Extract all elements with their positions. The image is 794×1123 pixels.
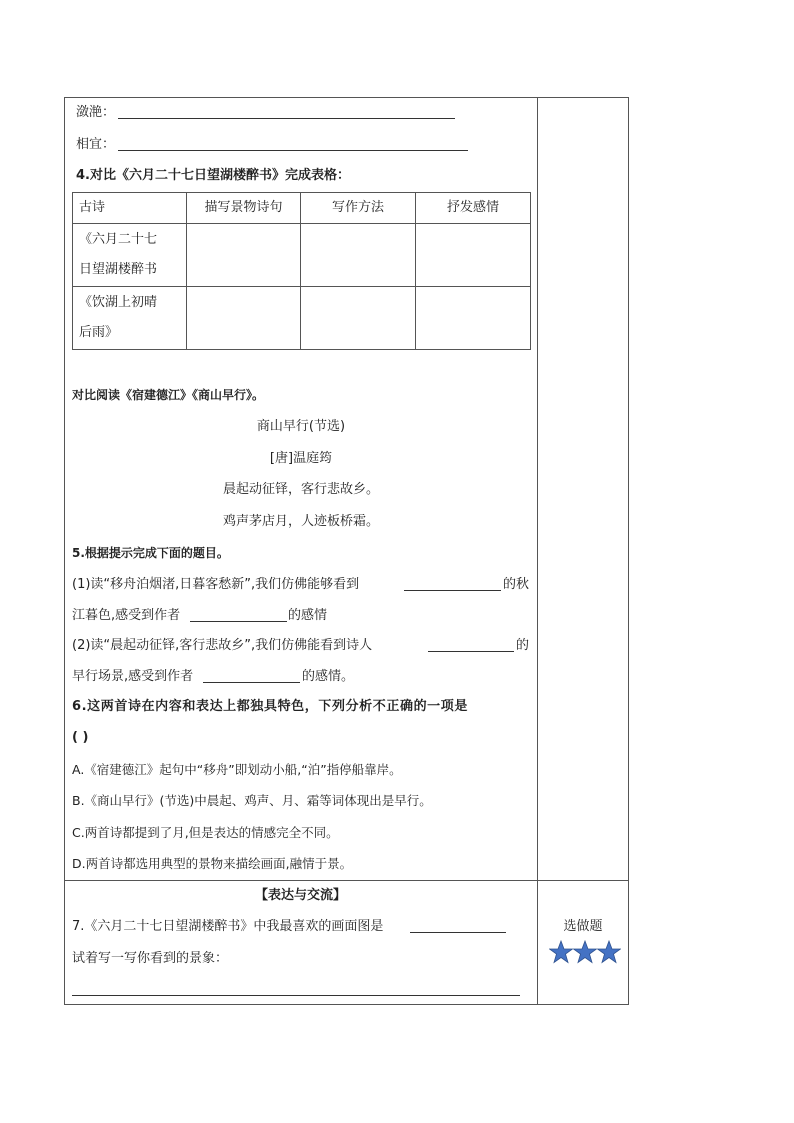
q6-option-d[interactable]: D.两首诗都选用典型的景物来描绘画面,融情于景。 [72, 856, 353, 871]
table-header: 古诗 [73, 193, 187, 224]
q7-writing-line[interactable] [72, 995, 520, 996]
q6-paren: ( ) [72, 730, 89, 745]
q5-part1-line2-end: 的感情 [288, 608, 328, 623]
table-cell-blank[interactable] [187, 287, 301, 350]
table-cell-blank[interactable] [301, 224, 416, 287]
vocab-xiangyi-blank[interactable] [118, 150, 468, 151]
section-divider [64, 880, 629, 881]
q5-blank-3[interactable] [428, 651, 514, 652]
q5-part1: (1)读“移舟泊烟渚,日暮客愁新”,我们仿佛能够看到 [72, 577, 360, 592]
q6-option-b[interactable]: B.《商山早行》(节选)中晨起、鸡声、月、霜等词体现出是早行。 [72, 793, 432, 808]
table-header: 写作方法 [301, 193, 416, 224]
poem-author: [唐]温庭筠 [269, 451, 333, 466]
table-cell-poem: 《饮湖上初晴 后雨》 [73, 287, 187, 350]
q5-blank-1[interactable] [404, 590, 501, 591]
q5-blank-4[interactable] [203, 682, 300, 683]
q5-blank-2[interactable] [190, 621, 287, 622]
q5-part1-line2: 江暮色,感受到作者 [72, 608, 181, 623]
reading-title: 对比阅读《宿建德江》《商山早行》。 [72, 388, 265, 402]
poem-line-1: 晨起动征铎，客行悲故乡。 [222, 482, 379, 497]
q4-title: 4.对比《六月二十七日望湖楼醉书》完成表格： [76, 168, 350, 183]
q5-title: 5.根据提示完成下面的题目。 [72, 546, 229, 560]
table-cell-poem: 《六月二十七 日望湖楼醉书 [73, 224, 187, 287]
q7-instruction: 试着写一写你看到的景象： [72, 951, 229, 966]
optional-label: 选做题 [563, 919, 603, 934]
comparison-table [72, 192, 531, 350]
column-divider [537, 97, 538, 1005]
table-header: 描写景物诗句 [187, 193, 301, 224]
star-icon [549, 940, 573, 964]
vocab-lianyan-blank[interactable] [118, 118, 455, 119]
table-cell-blank[interactable] [416, 224, 531, 287]
vocab-xiangyi: 相宜： [76, 137, 116, 152]
q7-blank[interactable] [410, 932, 506, 933]
q5-part2: (2)读“晨起动征铎,客行悲故乡”,我们仿佛能看到诗人 [72, 638, 373, 653]
star-icon [597, 940, 621, 964]
q5-part2-line2-end: 的感情。 [302, 669, 355, 684]
table-row [73, 287, 531, 350]
table-row [73, 224, 531, 287]
table-cell-blank[interactable] [416, 287, 531, 350]
vocab-lianyan: 潋滟： [76, 105, 116, 120]
star-icon [573, 940, 597, 964]
table-header: 抒发感情 [416, 193, 531, 224]
express-title: 【表达与交流】 [254, 888, 346, 903]
table-cell-blank[interactable] [301, 287, 416, 350]
table-cell-blank[interactable] [187, 224, 301, 287]
q5-part1-end: 的秋 [503, 577, 530, 592]
q6-option-a[interactable]: A.《宿建德江》起句中“移舟”即划动小船,“泊”指停船靠岸。 [72, 762, 402, 777]
poem-line-2: 鸡声茅店月，人迹板桥霜。 [222, 514, 379, 529]
q5-part2-line2: 早行场景,感受到作者 [72, 669, 194, 684]
q7-prompt: 7.《六月二十七日望湖楼醉书》中我最喜欢的画面图是 [72, 919, 384, 934]
q6-option-c[interactable]: C.两首诗都提到了月,但是表达的情感完全不同。 [72, 825, 339, 840]
q6-title: 6.这两首诗在内容和表达上都独具特色，下列分析不正确的一项是 [72, 699, 468, 714]
poem-title: 商山早行(节选) [256, 419, 346, 434]
q5-part2-end: 的 [516, 638, 530, 653]
